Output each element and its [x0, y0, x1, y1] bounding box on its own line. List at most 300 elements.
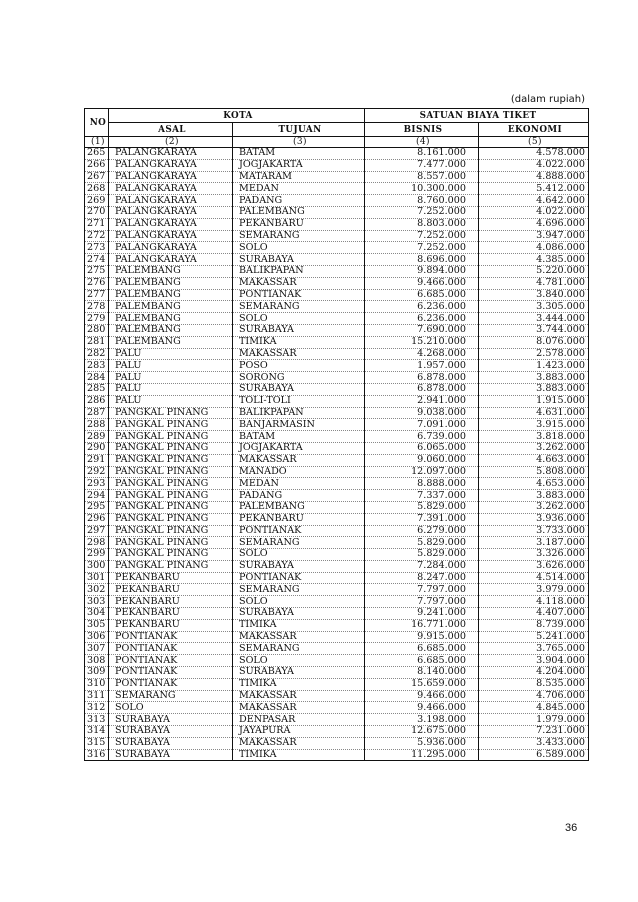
row-asal: PEKANBARU: [109, 584, 233, 596]
row-asal: PANGKAL PINANG: [109, 549, 233, 561]
row-bisnis: 8.161.000: [365, 148, 479, 160]
table-row: [85, 372, 589, 384]
row-asal: PANGKAL PINANG: [109, 525, 233, 537]
row-bisnis: 7.252.000: [365, 242, 479, 254]
table-row: [85, 395, 589, 407]
table-row: [85, 678, 589, 690]
row-asal: PALANGKARAYA: [109, 195, 233, 207]
row-no: 313: [85, 714, 109, 726]
row-tujuan: MAKASSAR: [233, 690, 365, 702]
row-ekonomi: 8.535.000: [479, 678, 589, 690]
row-asal: PEKANBARU: [109, 572, 233, 584]
table-row: [85, 313, 589, 325]
row-bisnis: 12.675.000: [365, 726, 479, 738]
row-no: 285: [85, 383, 109, 395]
row-bisnis: 7.690.000: [365, 324, 479, 336]
row-ekonomi: 3.883.000: [479, 372, 589, 384]
row-asal: PALU: [109, 372, 233, 384]
row-tujuan: PONTIANAK: [233, 289, 365, 301]
row-tujuan: JAYAPURA: [233, 726, 365, 738]
row-no: 283: [85, 360, 109, 372]
row-tujuan: BALIKPAPAN: [233, 265, 365, 277]
row-tujuan: PONTIANAK: [233, 572, 365, 584]
header-bisnis: BISNIS: [365, 123, 479, 137]
row-bisnis: 5.936.000: [365, 737, 479, 749]
row-ekonomi: 4.022.000: [479, 206, 589, 218]
row-bisnis: 1.957.000: [365, 360, 479, 372]
row-tujuan: TIMIKA: [233, 619, 365, 631]
table-row: [85, 171, 589, 183]
row-asal: PALANGKARAYA: [109, 218, 233, 230]
row-ekonomi: 4.022.000: [479, 159, 589, 171]
row-tujuan: PALEMBANG: [233, 501, 365, 513]
row-no: 277: [85, 289, 109, 301]
row-bisnis: 15.210.000: [365, 336, 479, 348]
table-row: [85, 336, 589, 348]
row-tujuan: JOGJAKARTA: [233, 159, 365, 171]
row-tujuan: MAKASSAR: [233, 348, 365, 360]
row-bisnis: 9.894.000: [365, 265, 479, 277]
row-ekonomi: 3.262.000: [479, 501, 589, 513]
row-tujuan: PONTIANAK: [233, 525, 365, 537]
row-tujuan: MAKASSAR: [233, 454, 365, 466]
row-ekonomi: 4.653.000: [479, 478, 589, 490]
row-asal: PALEMBANG: [109, 289, 233, 301]
row-bisnis: 8.888.000: [365, 478, 479, 490]
row-asal: PEKANBARU: [109, 596, 233, 608]
row-no: 279: [85, 313, 109, 325]
row-asal: PANGKAL PINANG: [109, 501, 233, 513]
table-row: [85, 230, 589, 242]
row-ekonomi: 3.936.000: [479, 513, 589, 525]
row-ekonomi: 1.979.000: [479, 714, 589, 726]
row-ekonomi: 1.423.000: [479, 360, 589, 372]
table-row: [85, 584, 589, 596]
row-tujuan: MANADO: [233, 466, 365, 478]
row-bisnis: 9.241.000: [365, 608, 479, 620]
row-tujuan: SOLO: [233, 655, 365, 667]
row-no: 273: [85, 242, 109, 254]
row-bisnis: 7.252.000: [365, 206, 479, 218]
row-tujuan: SOLO: [233, 313, 365, 325]
table-row: [85, 454, 589, 466]
row-asal: SOLO: [109, 702, 233, 714]
row-asal: PANGKAL PINANG: [109, 490, 233, 502]
table-row: [85, 596, 589, 608]
row-no: 272: [85, 230, 109, 242]
row-asal: PALANGKARAYA: [109, 171, 233, 183]
row-no: 282: [85, 348, 109, 360]
row-no: 280: [85, 324, 109, 336]
row-no: 308: [85, 655, 109, 667]
row-bisnis: 8.247.000: [365, 572, 479, 584]
row-bisnis: 6.236.000: [365, 301, 479, 313]
row-ekonomi: 3.765.000: [479, 643, 589, 655]
row-tujuan: SURABAYA: [233, 608, 365, 620]
row-asal: PANGKAL PINANG: [109, 466, 233, 478]
row-no: 271: [85, 218, 109, 230]
column-index-2: (2): [109, 137, 233, 148]
row-ekonomi: 8.076.000: [479, 336, 589, 348]
table-row: [85, 478, 589, 490]
row-no: 297: [85, 525, 109, 537]
table-row: [85, 277, 589, 289]
row-asal: PEKANBARU: [109, 608, 233, 620]
row-no: 290: [85, 442, 109, 454]
row-asal: PONTIANAK: [109, 655, 233, 667]
row-tujuan: SEMARANG: [233, 584, 365, 596]
row-tujuan: MATARAM: [233, 171, 365, 183]
row-asal: PALEMBANG: [109, 301, 233, 313]
row-no: 275: [85, 265, 109, 277]
row-ekonomi: 7.231.000: [479, 726, 589, 738]
row-ekonomi: 5.808.000: [479, 466, 589, 478]
header-kota: KOTA: [109, 109, 365, 123]
row-ekonomi: 4.642.000: [479, 195, 589, 207]
table-row: [85, 265, 589, 277]
row-ekonomi: 4.578.000: [479, 148, 589, 160]
table-row: [85, 525, 589, 537]
table-row: [85, 690, 589, 702]
table-row: [85, 501, 589, 513]
table-row: [85, 737, 589, 749]
table-row: [85, 643, 589, 655]
table-row: [85, 419, 589, 431]
row-asal: PANGKAL PINANG: [109, 407, 233, 419]
table-row: [85, 490, 589, 502]
row-asal: PANGKAL PINANG: [109, 442, 233, 454]
header-satuan-biaya: SATUAN BIAYA TIKET: [365, 109, 589, 123]
row-ekonomi: 3.187.000: [479, 537, 589, 549]
row-no: 266: [85, 159, 109, 171]
row-asal: PALU: [109, 395, 233, 407]
row-ekonomi: 4.514.000: [479, 572, 589, 584]
row-bisnis: 8.696.000: [365, 254, 479, 266]
row-tujuan: PEKANBARU: [233, 513, 365, 525]
row-ekonomi: 4.706.000: [479, 690, 589, 702]
row-ekonomi: 5.220.000: [479, 265, 589, 277]
row-no: 268: [85, 183, 109, 195]
row-bisnis: 8.803.000: [365, 218, 479, 230]
row-ekonomi: 4.696.000: [479, 218, 589, 230]
row-ekonomi: 4.385.000: [479, 254, 589, 266]
row-bisnis: 7.797.000: [365, 596, 479, 608]
row-ekonomi: 3.883.000: [479, 383, 589, 395]
row-asal: PALANGKARAYA: [109, 148, 233, 160]
table-row: [85, 466, 589, 478]
row-bisnis: 9.466.000: [365, 702, 479, 714]
row-tujuan: TOLI-TOLI: [233, 395, 365, 407]
table-row: [85, 714, 589, 726]
row-ekonomi: 3.305.000: [479, 301, 589, 313]
row-no: 316: [85, 749, 109, 761]
row-no: 270: [85, 206, 109, 218]
unit-note: (dalam rupiah): [510, 94, 585, 105]
row-ekonomi: 4.781.000: [479, 277, 589, 289]
table-row: [85, 726, 589, 738]
header-ekonomi: EKONOMI: [479, 123, 589, 137]
row-ekonomi: 3.744.000: [479, 324, 589, 336]
row-asal: PALANGKARAYA: [109, 159, 233, 171]
row-ekonomi: 2.578.000: [479, 348, 589, 360]
row-asal: PEKANBARU: [109, 619, 233, 631]
row-bisnis: 12.097.000: [365, 466, 479, 478]
row-bisnis: 6.878.000: [365, 372, 479, 384]
row-bisnis: 7.477.000: [365, 159, 479, 171]
row-bisnis: 7.797.000: [365, 584, 479, 596]
row-no: 274: [85, 254, 109, 266]
row-tujuan: MAKASSAR: [233, 277, 365, 289]
row-asal: PALANGKARAYA: [109, 230, 233, 242]
row-tujuan: TIMIKA: [233, 678, 365, 690]
row-no: 301: [85, 572, 109, 584]
row-bisnis: 7.284.000: [365, 560, 479, 572]
row-no: 287: [85, 407, 109, 419]
row-ekonomi: 3.904.000: [479, 655, 589, 667]
row-bisnis: 7.091.000: [365, 419, 479, 431]
row-bisnis: 4.268.000: [365, 348, 479, 360]
table-row: [85, 619, 589, 631]
table-row: [85, 195, 589, 207]
row-no: 295: [85, 501, 109, 513]
row-tujuan: SEMARANG: [233, 301, 365, 313]
row-tujuan: SEMARANG: [233, 230, 365, 242]
row-no: 300: [85, 560, 109, 572]
row-tujuan: BATAM: [233, 431, 365, 443]
row-tujuan: DENPASAR: [233, 714, 365, 726]
row-asal: PALEMBANG: [109, 265, 233, 277]
row-no: 311: [85, 690, 109, 702]
row-bisnis: 6.685.000: [365, 643, 479, 655]
row-tujuan: SURABAYA: [233, 560, 365, 572]
row-tujuan: TIMIKA: [233, 749, 365, 761]
row-asal: PALU: [109, 383, 233, 395]
row-bisnis: 2.941.000: [365, 395, 479, 407]
column-index-5: (5): [479, 137, 589, 148]
row-asal: PALANGKARAYA: [109, 242, 233, 254]
row-no: 310: [85, 678, 109, 690]
row-asal: PALANGKARAYA: [109, 206, 233, 218]
row-tujuan: TIMIKA: [233, 336, 365, 348]
row-tujuan: BALIKPAPAN: [233, 407, 365, 419]
table-row: [85, 631, 589, 643]
row-bisnis: 9.466.000: [365, 277, 479, 289]
table-row: [85, 608, 589, 620]
row-bisnis: 8.557.000: [365, 171, 479, 183]
row-bisnis: 9.915.000: [365, 631, 479, 643]
row-bisnis: 5.829.000: [365, 549, 479, 561]
row-ekonomi: 3.840.000: [479, 289, 589, 301]
table-row: [85, 442, 589, 454]
row-ekonomi: 3.915.000: [479, 419, 589, 431]
table-row: [85, 242, 589, 254]
row-tujuan: SURABAYA: [233, 667, 365, 679]
row-asal: PANGKAL PINANG: [109, 537, 233, 549]
row-bisnis: 5.829.000: [365, 501, 479, 513]
row-asal: PALANGKARAYA: [109, 183, 233, 195]
row-asal: PONTIANAK: [109, 643, 233, 655]
row-ekonomi: 3.626.000: [479, 560, 589, 572]
row-asal: PONTIANAK: [109, 678, 233, 690]
row-ekonomi: 4.845.000: [479, 702, 589, 714]
table-row: [85, 513, 589, 525]
row-ekonomi: 4.118.000: [479, 596, 589, 608]
row-no: 302: [85, 584, 109, 596]
table-row: [85, 655, 589, 667]
table-row: [85, 537, 589, 549]
row-tujuan: SOLO: [233, 596, 365, 608]
row-tujuan: SURABAYA: [233, 324, 365, 336]
row-bisnis: 6.065.000: [365, 442, 479, 454]
row-ekonomi: 3.444.000: [479, 313, 589, 325]
row-ekonomi: 4.663.000: [479, 454, 589, 466]
row-no: 315: [85, 737, 109, 749]
row-asal: PANGKAL PINANG: [109, 419, 233, 431]
row-tujuan: MEDAN: [233, 478, 365, 490]
row-asal: SURABAYA: [109, 726, 233, 738]
row-asal: PANGKAL PINANG: [109, 513, 233, 525]
row-ekonomi: 6.589.000: [479, 749, 589, 761]
row-tujuan: SORONG: [233, 372, 365, 384]
row-ekonomi: 3.818.000: [479, 431, 589, 443]
row-bisnis: 5.829.000: [365, 537, 479, 549]
row-no: 276: [85, 277, 109, 289]
row-bisnis: 6.685.000: [365, 655, 479, 667]
row-no: 312: [85, 702, 109, 714]
table-row: [85, 159, 589, 171]
row-bisnis: 7.252.000: [365, 230, 479, 242]
row-bisnis: 9.466.000: [365, 690, 479, 702]
row-no: 265: [85, 148, 109, 160]
row-ekonomi: 8.739.000: [479, 619, 589, 631]
table-header: [85, 109, 589, 148]
row-asal: PONTIANAK: [109, 631, 233, 643]
row-no: 291: [85, 454, 109, 466]
table-row: [85, 360, 589, 372]
row-no: 267: [85, 171, 109, 183]
row-bisnis: 8.140.000: [365, 667, 479, 679]
row-asal: PALANGKARAYA: [109, 254, 233, 266]
row-no: 298: [85, 537, 109, 549]
table-row: [85, 560, 589, 572]
table-row: [85, 549, 589, 561]
row-ekonomi: 3.262.000: [479, 442, 589, 454]
row-no: 289: [85, 431, 109, 443]
row-no: 306: [85, 631, 109, 643]
row-ekonomi: 3.433.000: [479, 737, 589, 749]
row-ekonomi: 4.204.000: [479, 667, 589, 679]
row-no: 307: [85, 643, 109, 655]
page-number: 36: [565, 822, 578, 834]
row-asal: PALU: [109, 348, 233, 360]
row-bisnis: 6.878.000: [365, 383, 479, 395]
row-asal: SURABAYA: [109, 714, 233, 726]
row-tujuan: JOGJAKARTA: [233, 442, 365, 454]
row-tujuan: PEKANBARU: [233, 218, 365, 230]
row-asal: PALEMBANG: [109, 336, 233, 348]
row-no: 278: [85, 301, 109, 313]
row-asal: SEMARANG: [109, 690, 233, 702]
row-tujuan: SURABAYA: [233, 254, 365, 266]
row-tujuan: POSO: [233, 360, 365, 372]
row-no: 269: [85, 195, 109, 207]
table-row: [85, 206, 589, 218]
table-row: [85, 383, 589, 395]
row-no: 288: [85, 419, 109, 431]
row-no: 299: [85, 549, 109, 561]
row-asal: PANGKAL PINANG: [109, 560, 233, 572]
column-index-1: (1): [85, 137, 109, 148]
table-row: [85, 218, 589, 230]
row-tujuan: SOLO: [233, 549, 365, 561]
ticket-cost-table: [84, 108, 589, 761]
row-ekonomi: 5.241.000: [479, 631, 589, 643]
row-asal: PONTIANAK: [109, 667, 233, 679]
row-no: 292: [85, 466, 109, 478]
row-bisnis: 7.337.000: [365, 490, 479, 502]
row-ekonomi: 3.947.000: [479, 230, 589, 242]
row-asal: SURABAYA: [109, 749, 233, 761]
row-ekonomi: 4.631.000: [479, 407, 589, 419]
column-index-3: (3): [233, 137, 365, 148]
row-bisnis: 15.659.000: [365, 678, 479, 690]
table-row: [85, 301, 589, 313]
row-tujuan: SEMARANG: [233, 643, 365, 655]
row-ekonomi: 1.915.000: [479, 395, 589, 407]
row-bisnis: 6.279.000: [365, 525, 479, 537]
table-row: [85, 702, 589, 714]
row-ekonomi: 4.086.000: [479, 242, 589, 254]
row-tujuan: BATAM: [233, 148, 365, 160]
row-no: 286: [85, 395, 109, 407]
row-bisnis: 9.038.000: [365, 407, 479, 419]
table-row: [85, 572, 589, 584]
row-tujuan: MEDAN: [233, 183, 365, 195]
row-tujuan: SURABAYA: [233, 383, 365, 395]
table-row: [85, 254, 589, 266]
header-no: NO: [85, 109, 109, 137]
row-ekonomi: 3.733.000: [479, 525, 589, 537]
row-tujuan: MAKASSAR: [233, 737, 365, 749]
row-no: 284: [85, 372, 109, 384]
row-ekonomi: 3.883.000: [479, 490, 589, 502]
row-bisnis: 7.391.000: [365, 513, 479, 525]
row-asal: PALEMBANG: [109, 324, 233, 336]
row-tujuan: SOLO: [233, 242, 365, 254]
row-ekonomi: 4.888.000: [479, 171, 589, 183]
row-bisnis: 6.685.000: [365, 289, 479, 301]
row-asal: PANGKAL PINANG: [109, 454, 233, 466]
table-row: [85, 183, 589, 195]
row-tujuan: PALEMBANG: [233, 206, 365, 218]
row-no: 304: [85, 608, 109, 620]
row-no: 309: [85, 667, 109, 679]
table-body: [85, 148, 589, 761]
row-asal: PANGKAL PINANG: [109, 431, 233, 443]
row-asal: SURABAYA: [109, 737, 233, 749]
table-row: [85, 148, 589, 160]
table-row: [85, 749, 589, 761]
row-ekonomi: 4.407.000: [479, 608, 589, 620]
row-tujuan: SEMARANG: [233, 537, 365, 549]
row-ekonomi: 5.412.000: [479, 183, 589, 195]
row-no: 314: [85, 726, 109, 738]
row-tujuan: BANJARMASIN: [233, 419, 365, 431]
row-asal: PALEMBANG: [109, 313, 233, 325]
row-bisnis: 6.739.000: [365, 431, 479, 443]
row-bisnis: 3.198.000: [365, 714, 479, 726]
header-asal: ASAL: [109, 123, 233, 137]
